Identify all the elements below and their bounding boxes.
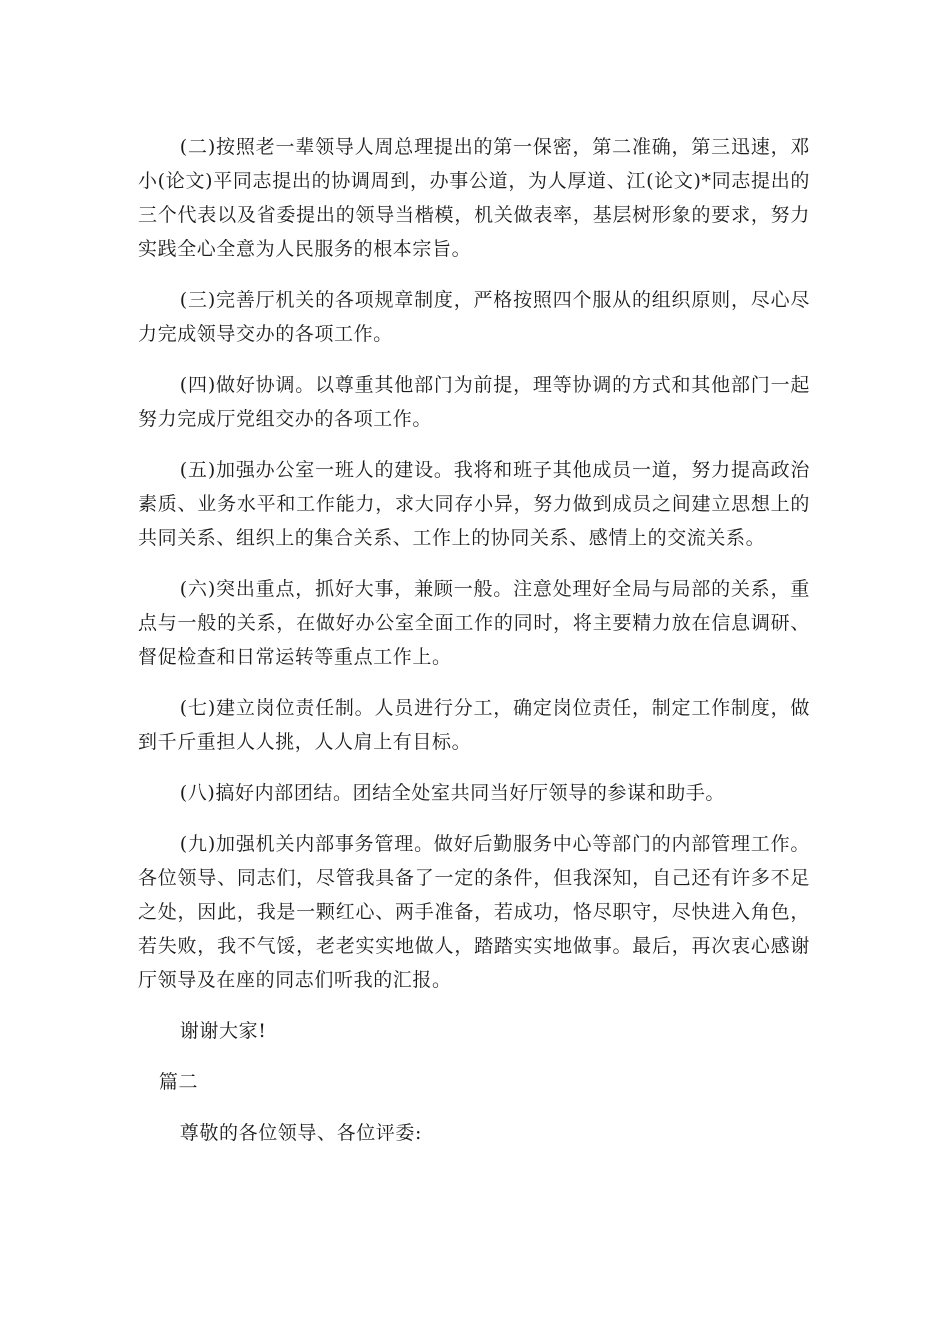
paragraph-4: (四)做好协调。以尊重其他部门为前提，理等协调的方式和其他部门一起努力完成厅党组交办的各项工作。 bbox=[138, 374, 810, 430]
document-body bbox=[138, 130, 810, 1167]
salutation: 尊敬的各位领导、各位评委: bbox=[179, 1122, 422, 1144]
paragraph-5: (五)加强办公室一班人的建设。我将和班子其他成员一道，努力提高政治素质、业务水平和工作能力，求大同存小异，努力做到成员之间建立思想上的共同关系、组织上的集合关系、工作上的协同关系、感情上的交流关系。 bbox=[138, 459, 810, 549]
paragraph-7: (七)建立岗位责任制。人员进行分工，确定岗位责任，制定工作制度，做到千斤重担人人挑，人人肩上有目标。 bbox=[138, 697, 810, 753]
paragraph-8: (八)搞好内部团结。团结全处室共同当好厅领导的参谋和助手。 bbox=[179, 782, 726, 804]
paragraph-2: (二)按照老一辈领导人周总理提出的第一保密，第二准确，第三迅速，邓小(论文)平同志提出的协调周到，办事公道，为人厚道、江(论文)*同志提出的三个代表以及省委提出的领导当楷模，机关做表率，基层树形象的要求，努力实践全心全意为人民服务的根本宗旨。 bbox=[138, 136, 810, 260]
paragraph-6: (六)突出重点，抓好大事，兼顾一般。注意处理好全局与局部的关系，重点与一般的关系，在做好办公室全面工作的同时，将主要精力放在信息调研、督促检查和日常运转等重点工作上。 bbox=[138, 578, 810, 668]
paragraph-3: (三)完善厅机关的各项规章制度，严格按照四个服从的组织原则，尽心尽力完成领导交办的各项工作。 bbox=[138, 289, 810, 345]
thanks-line: 谢谢大家! bbox=[179, 1020, 267, 1042]
section-heading: 篇二 bbox=[158, 1071, 199, 1093]
paragraph-9: (九)加强机关内部事务管理。做好后勤服务中心等部门的内部管理工作。各位领导、同志们，尽管我具备了一定的条件，但我深知，自己还有许多不足之处，因此，我是一颗红心、两手准备，若成功，恪尽职守，尽快进入角色，若失败，我不气馁，老老实实地做人，踏踏实实地做事。最后，再次衷心感谢厅领导及在座的同志们听我的汇报。 bbox=[138, 833, 810, 991]
